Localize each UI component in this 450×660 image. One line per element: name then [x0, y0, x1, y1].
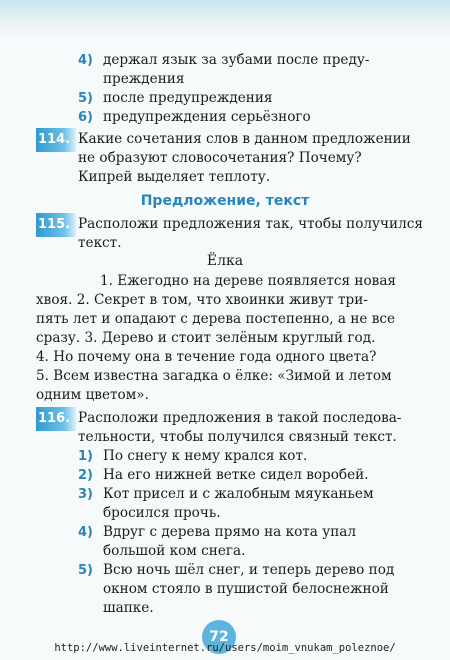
- story-line: 1. Ежегодно на дереве появляется новая: [100, 273, 397, 289]
- option-text: большой ком снега.: [103, 543, 246, 559]
- task-number-114: 114.: [36, 128, 76, 152]
- option-text: преждения: [103, 71, 185, 87]
- option-text: По снегу к нему крался кот.: [103, 448, 308, 464]
- option-text: На его нижней ветке сидел воробей.: [103, 467, 369, 483]
- option-text: Всю ночь шёл снег, и теперь дерево под: [103, 562, 395, 578]
- task-text: Какие сочетания слов в данном предложении: [78, 131, 411, 147]
- task-text: не образуют словосочетания? Почему?: [78, 150, 362, 166]
- task-text: Кипрей выделяет теплоту.: [78, 169, 271, 185]
- option-text: Вдруг с дерева прямо на кота упал: [103, 524, 357, 540]
- task-text: текст.: [78, 235, 122, 251]
- option-number: 4): [78, 525, 93, 540]
- option-text: бросился прочь.: [103, 505, 221, 521]
- option-number: 5): [78, 91, 93, 106]
- option-text: шапке.: [103, 600, 154, 616]
- option-number: 4): [78, 53, 93, 68]
- task-number-116: 116.: [36, 407, 76, 431]
- option-number: 1): [78, 449, 93, 464]
- option-text: окном стояло в пушистой белоснежной: [103, 581, 389, 597]
- story-line: пять лет и опадают с дерева постепенно, а не все: [36, 311, 396, 327]
- top-decoration: [0, 0, 450, 38]
- page-number: 72: [202, 620, 236, 654]
- option-number: 3): [78, 487, 93, 502]
- option-number: 5): [78, 563, 93, 578]
- option-text: после предупреждения: [103, 90, 273, 106]
- section-heading: Предложение, текст: [140, 193, 310, 209]
- watermark-url: http://www.liveinternet.ru/users/moim_vnukam_poleznoe/: [54, 642, 396, 654]
- story-line: 4. Но почему она в течение года одного цвета?: [36, 349, 377, 365]
- option-text: держал язык за зубами после преду-: [103, 52, 370, 68]
- option-text: предупреждения серьёзного: [103, 109, 311, 125]
- task-text: Расположи предложения в такой последова-: [78, 410, 402, 426]
- option-number: 2): [78, 468, 93, 483]
- story-line: сразу. 3. Дерево и стоит зелёным круглый год.: [36, 330, 376, 346]
- story-line: одним цветом».: [36, 387, 149, 403]
- task-number-115: 115.: [36, 213, 76, 237]
- story-title: Ёлка: [206, 253, 244, 269]
- story-line: 5. Всем известна загадка о ёлке: «Зимой и летом: [36, 368, 392, 384]
- option-text: Кот присел и с жалобным мяуканьем: [103, 486, 374, 502]
- task-text: тельности, чтобы получился связный текст.: [78, 429, 397, 445]
- option-number: 6): [78, 110, 93, 125]
- story-line: хвоя. 2. Секрет в том, что хвоинки живут три-: [36, 292, 368, 308]
- task-text: Расположи предложения так, чтобы получился: [78, 216, 423, 232]
